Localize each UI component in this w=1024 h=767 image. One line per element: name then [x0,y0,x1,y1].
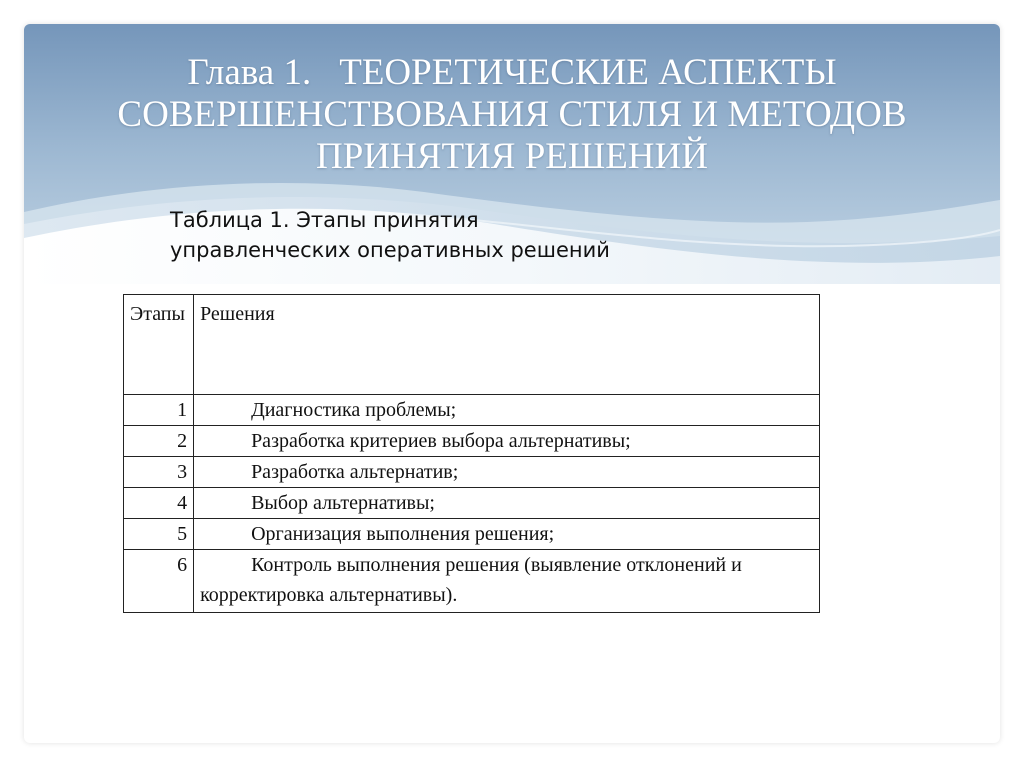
stage-number: 4 [124,488,194,519]
table-row [124,426,820,457]
stage-number: 1 [124,395,194,426]
stage-decision: Разработка альтернатив; [194,457,820,488]
title-line-1 [64,52,960,94]
title-line-2: СОВЕРШЕНСТВОВАНИЯ СТИЛЯ И МЕТОДОВ [117,94,907,135]
table-header-row [124,295,820,395]
header-decisions: Решения [194,295,820,395]
caption-line-1: Таблица 1. Этапы принятия [170,208,479,232]
table-row [124,550,820,613]
header-stages: Этапы [124,295,194,395]
stage-number: 5 [124,519,194,550]
slide-title [64,52,960,178]
stage-decision: Диагностика проблемы; [194,395,820,426]
title-text-1: ТЕОРЕТИЧЕСКИЕ АСПЕКТЫ [339,52,837,93]
slide [24,24,1000,743]
caption-line-2: управленческих оперативных решений [170,238,610,262]
table-caption [170,205,610,265]
stage-decision: Выбор альтернативы; [194,488,820,519]
stage-number: 2 [124,426,194,457]
table-row [124,488,820,519]
chapter-label: Глава 1. [187,52,312,93]
table-row [124,395,820,426]
stage-decision: Разработка критериев выбора альтернативы; [194,426,820,457]
stage-decision: Контроль выполнения решения (выявление отклонений и корректировка альтернативы). [194,550,820,613]
decision-stages-table [123,294,820,613]
title-line-3: ПРИНЯТИЯ РЕШЕНИЙ [316,136,708,177]
stage-number: 6 [124,550,194,613]
table-row [124,519,820,550]
stage-decision: Организация выполнения решения; [194,519,820,550]
stage-number: 3 [124,457,194,488]
table-row [124,457,820,488]
